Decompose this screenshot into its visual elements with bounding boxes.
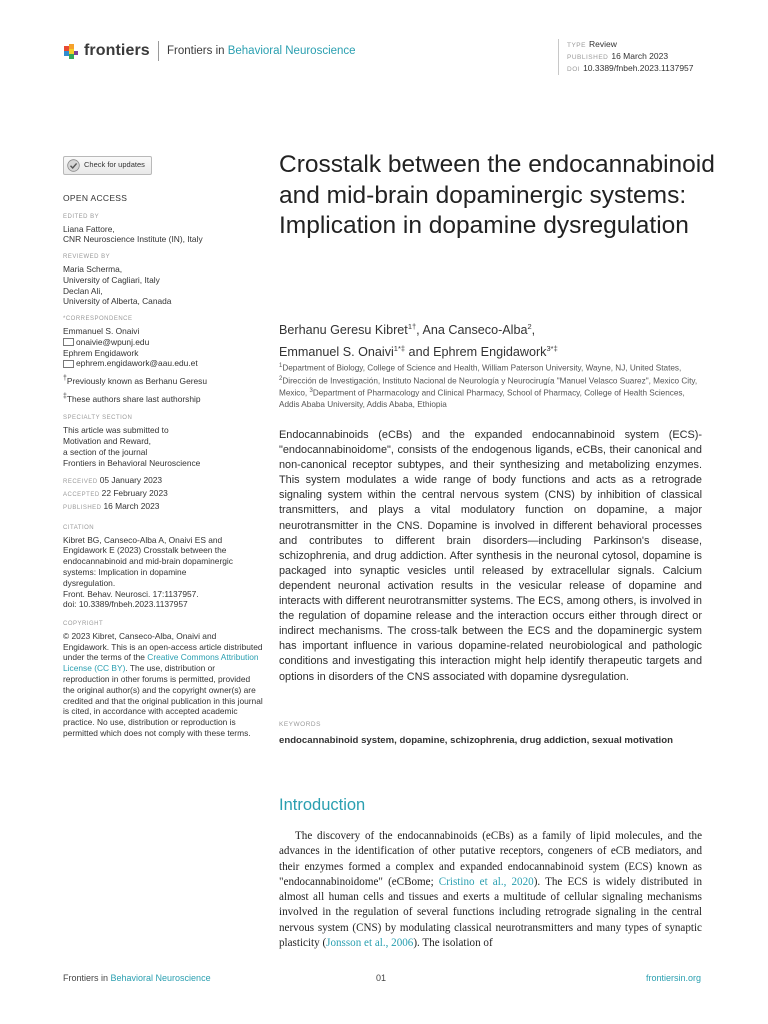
footnote-mark: ‡	[63, 392, 67, 400]
accepted-date: 22 February 2023	[101, 488, 168, 499]
page-number: 01	[376, 973, 387, 983]
corr-name: Emmanuel S. Onaivi	[63, 325, 140, 336]
citation-line: dysregulation.	[63, 577, 116, 588]
specialty-line: Frontiers in Behavioral Neuroscience	[63, 457, 201, 468]
specialty-line: This article was submitted to	[63, 425, 169, 436]
footer-journal-link[interactable]: Behavioral Neuroscience	[110, 973, 211, 983]
cc-by-license-link[interactable]: Creative Commons Attribution License (CC BY)	[63, 652, 259, 674]
copyright-part: . The use, distribution or reproduction in other forums is permitted, provided the original author(s) and the copyright owner(s) are credited and that the original publication in this journal is cited, in accordance with accepted academic practice. No use, distribution or reproduction is permitted which does not comply with these terms.	[63, 663, 263, 739]
specialty-line: a section of the journal	[63, 446, 148, 457]
footnote-mark: †	[63, 375, 67, 383]
received-label: RECEIVED	[63, 479, 98, 486]
intro-text: ). The isolation of	[413, 937, 493, 950]
meta-published-value: 16 March 2023	[611, 51, 669, 61]
frontiers-logo-icon	[63, 43, 80, 60]
brand-name: frontiers	[84, 42, 150, 59]
citation-line: endocannabinoid and mid-brain dopaminergic	[63, 556, 233, 567]
header-divider	[158, 41, 159, 61]
open-access-label: OPEN ACCESS	[63, 193, 128, 203]
frontiers-logo[interactable]	[63, 42, 150, 60]
specialty-label: SPECIALTY SECTION	[63, 415, 133, 422]
copyright-text	[63, 631, 263, 739]
published-row	[63, 501, 263, 514]
abstract: Endocannabinoids (eCBs) and the expanded endocannabinoid system (ECS)-"endocannabinoidome", consists of the endogenous ligands, eCBs, their canonical and non-canonical receptor subtypes, and their synthesizing and metabolizing enzymes. This system modulates a wide range of body functions and acts as a retrograde signaling system within the central nervous system (CNS) by inhibition of classical transmitters, and plays a vital modulatory function on dopamine, a major neurotransmitter in the CNS. Dopamine is involved in different behavioral processes and contributes to different brain disorders—including Parkinson's disease, schizophrenia, and drug addiction. After synthesis in the neuronal cytosol, dopamine is packaged into synaptic vesicles until released by extracellular signals. Calcium dependent neuronal activation results in the vesicular release of dopamine and interacts with different neurotransmitter systems. The ECS, among others, is involved in the regulation of dopamine release and the interaction occurs either through direct or indirect mechanisms. The cross-talk between the ECS and the dopaminergic system has important influence in various dopamine-related neurobiological and pathologic conditions and investigating this interaction might help identify therapeutic targets and options in disorders of the CNS associated with dopamine dysregulation.	[279, 429, 702, 683]
author-list: Berhanu Geresu Kibret$^{1\dagger}$, Ana Canseco-Alba$^2$, Emmanuel S. Onaivi$^{1*\ddagger}$ and Ephrem Engidawork$^{3*\ddagger}$	[279, 322, 558, 359]
reviewed-by-label: REVIEWED BY	[63, 254, 111, 261]
journal-prefix: Frontiers in	[167, 45, 228, 57]
copyright-label: COPYRIGHT	[63, 621, 104, 628]
affiliation: Department of Pharmacology and Clinical Pharmacy, School of Pharmacy, College of Health Sciences, Addis Ababa University, Addis Ababa, Ethiopia	[279, 389, 685, 410]
introduction-paragraph	[279, 829, 702, 951]
introduction-heading: Introduction	[279, 796, 366, 814]
author-name[interactable]: Ephrem Engidawork	[433, 344, 547, 359]
journal-link[interactable]: Behavioral Neuroscience	[227, 45, 356, 57]
meta-doi-label: DOI	[567, 66, 581, 73]
author-name[interactable]: Berhanu Geresu Kibret	[279, 323, 408, 338]
check-for-updates-icon	[67, 159, 80, 172]
meta-type-label: TYPE	[567, 42, 586, 49]
corr-email-row	[63, 358, 263, 369]
check-for-updates-label: Check for updates	[84, 160, 145, 170]
affiliations	[279, 361, 706, 410]
copyright-part: © 2023 Kibret, Canseco-Alba, Onaivi and Engidawork. This is an open-access article distributed under the terms of the	[63, 630, 263, 663]
sidebar	[63, 156, 263, 739]
citation-line: Engidawork E (2023) Crosstalk between the	[63, 545, 227, 556]
reviewer-line: University of Alberta, Canada	[63, 296, 172, 307]
editor-line: Liana Fattore,	[63, 223, 115, 234]
citation-label: CITATION	[63, 524, 95, 531]
meta-published	[567, 51, 694, 63]
accepted-label: ACCEPTED	[63, 492, 100, 499]
author-sup: 1†	[407, 322, 417, 331]
article-meta	[558, 39, 694, 75]
citation-line: Kibret BG, Canseco-Alba A, Onaivi ES and	[63, 534, 223, 545]
affil-sup: 2	[279, 375, 283, 382]
envelope-icon	[63, 338, 74, 346]
corr-name: Ephrem Engidawork	[63, 347, 139, 358]
meta-doi-value[interactable]: 10.3389/fnbeh.2023.1137957	[583, 63, 694, 73]
footer-journal-prefix: Frontiers in	[63, 973, 111, 983]
published-date: 16 March 2023	[103, 500, 160, 511]
edited-by-label: EDITED BY	[63, 213, 100, 220]
footnote-text: These authors share last authorship	[66, 393, 201, 404]
footnote-last-authorship	[63, 392, 263, 405]
dates	[63, 475, 263, 513]
accepted-row	[63, 488, 263, 501]
reference-link[interactable]: Jonsson et al., 2006	[326, 937, 414, 950]
reference-link[interactable]: Cristino et al., 2020	[438, 875, 534, 888]
author-name[interactable]: Ana Canseco-Alba	[422, 323, 528, 338]
affil-sup: 3	[309, 388, 313, 395]
reviewer-line: University of Cagliari, Italy	[63, 274, 160, 285]
article-title: Crosstalk between the endocannabinoid and mid-brain dopaminergic systems: Implication in dopamine dysregulation	[279, 151, 715, 239]
corr-email-row	[63, 337, 263, 348]
reviewer-line: Maria Scherma,	[63, 263, 123, 274]
received-date: 05 January 2023	[99, 475, 163, 486]
specialty-line: Motivation and Reward,	[63, 435, 151, 446]
check-for-updates-button[interactable]	[63, 156, 152, 175]
affiliation: Dirección de Investigación, Instituto Nacional de Neurología y Neurocirugía "Manuel Velasco Suarez", Mexico City, Mexico,	[279, 376, 698, 399]
corr-email[interactable]: onaivie@wpunj.edu	[76, 336, 150, 347]
intro-text: The discovery of the endocannabinoids (eCBs) as a family of lipid molecules, and the advances in the identification of other putative receptors, congeners of eCB mediators, and their enzymes formed a complex and expanded endocannabinoid system (ECS) known as "endocannabinoidome" (eCBome;	[279, 830, 702, 888]
citation-line: Front. Behav. Neurosci. 17:1137957.	[63, 588, 199, 599]
corr-email[interactable]: ephrem.engidawork@aau.edu.et	[76, 358, 198, 369]
envelope-icon	[63, 360, 74, 368]
journal-name[interactable]	[167, 45, 356, 57]
keywords: endocannabinoid system, dopamine, schizophrenia, drug addiction, sexual motivation	[279, 735, 673, 746]
author-sup: 2	[527, 322, 532, 331]
citation-line: systems: Implication in dopamine	[63, 566, 187, 577]
footnote-text: Previously known as Berhanu Geresu	[66, 375, 208, 386]
affiliation: Department of Biology, College of Science and Health, William Paterson University, Wayne, NJ, United States,	[282, 363, 682, 373]
author-sup: 3*‡	[546, 343, 558, 353]
keywords-label: KEYWORDS	[279, 721, 321, 728]
site-link[interactable]: frontiersin.org	[646, 973, 702, 983]
reviewer-line: Declan Ali,	[63, 285, 103, 296]
meta-doi	[567, 63, 694, 75]
author-name[interactable]: Emmanuel S. Onaivi	[279, 344, 394, 359]
published-label: PUBLISHED	[63, 504, 102, 511]
received-row	[63, 475, 263, 488]
editor-line: CNR Neuroscience Institute (IN), Italy	[63, 234, 203, 245]
meta-published-label: PUBLISHED	[567, 54, 609, 61]
footnote-previous-name	[63, 374, 263, 387]
author-sup: 1*‡	[393, 343, 406, 353]
footer-journal	[63, 973, 211, 983]
meta-type-value: Review	[588, 39, 617, 49]
correspondence-label: *CORRESPONDENCE	[63, 316, 133, 323]
affil-sup: 1	[279, 363, 283, 369]
meta-type	[567, 39, 694, 51]
citation-line: doi: 10.3389/fnbeh.2023.1137957	[63, 599, 188, 610]
intro-text: ). The ECS is widely distributed in almost all human cells and tissues and exerts a multitude of cellular signaling mechanisms involved in the regulation of several functions including retrograde signaling in the central nervous system (CNS) by modulating classical neurotransmitters and many types of synaptic plasticity (	[279, 875, 702, 950]
